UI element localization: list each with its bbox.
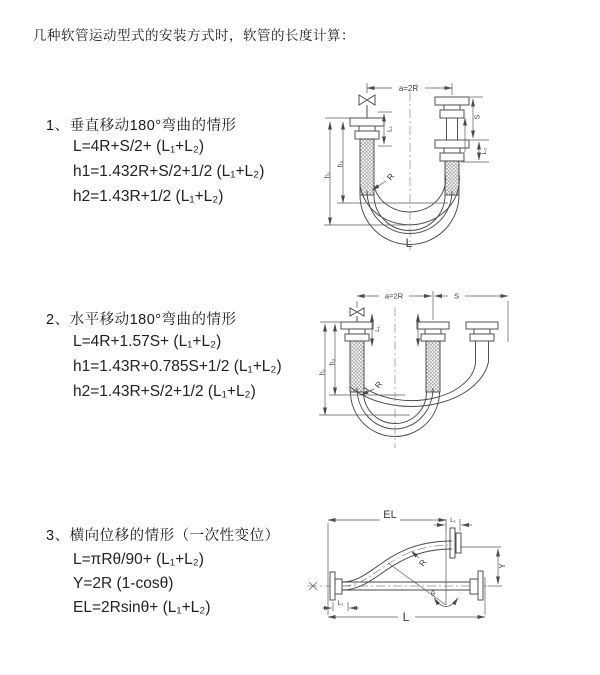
dim-label-r: R: [416, 557, 429, 569]
left-hose-fitting: [341, 322, 373, 392]
section-1-formula-L: L=4R+S/2+ (L₁+L₂): [73, 138, 205, 155]
dim-label-h1: h₁: [319, 368, 327, 376]
diagram-lateral-displacement: [300, 505, 600, 660]
section-2-formula-h1: h1=1.43R+0.785S+1/2 (L₁+L₂): [73, 358, 282, 375]
valve-icon: [359, 95, 375, 118]
dim-label-l1-bottom: L₁: [337, 600, 344, 607]
dim-label-l1: L₁: [374, 326, 381, 332]
section-2-formula-L: L=4R+1.57S+ (L₁+L₂): [73, 333, 222, 350]
dim-label-s: S: [474, 114, 482, 120]
dim-label-a2r: a=2R: [384, 291, 404, 301]
dimension-y: [460, 547, 507, 586]
dim-label-a2r: a=2R: [398, 84, 419, 93]
dim-label-s: S: [453, 291, 460, 301]
dim-label-l2: L₂: [481, 147, 488, 155]
section-1-formula-h1: h1=1.432R+S/2+1/2 (L₁+L₂): [73, 163, 265, 180]
right-hose-fitting-original: [435, 140, 469, 195]
flange-displaced: [450, 528, 461, 558]
radius-leader: [372, 171, 396, 190]
dimension-s-l2: [461, 97, 489, 162]
section-2-heading: 2、水平移动180°弯曲的情形: [46, 312, 237, 328]
dim-label-r: R: [372, 379, 385, 391]
section-1-heading: 1、垂直移动180°弯曲的情形: [46, 118, 237, 134]
diagram-vertical-180-bend: [300, 50, 600, 265]
page-title: 几种软管运动型式的安装方式时，软管的长度计算：: [33, 28, 355, 43]
section-1-formula-h2: h2=1.43R+1/2 (L₁+L₂): [73, 188, 224, 205]
dim-label-l1: L₁: [386, 126, 394, 132]
dim-label-h2: h₂: [337, 160, 345, 168]
dim-label-h1: h₁: [324, 171, 332, 179]
dim-label-theta: θ: [431, 591, 435, 598]
dim-label-y: Y: [498, 563, 507, 569]
dim-label-h2: h₂: [329, 358, 337, 366]
dim-label-r: R: [384, 171, 397, 183]
left-hose-fitting: [350, 118, 384, 195]
dimension-l1-bottom: [322, 600, 359, 611]
dimension-l1: [378, 112, 394, 146]
diagram-horizontal-180-bend: [305, 282, 600, 467]
section-3-formula-Y: Y=2R (1-cosθ): [73, 575, 174, 592]
dimension-el: [328, 509, 446, 521]
dimension-h1-h2: [324, 118, 448, 225]
section-3-heading: 3、横向位移的情形（一次性变位）: [46, 528, 280, 544]
valve-icon: [350, 308, 364, 322]
dim-label-el: EL: [383, 509, 397, 521]
section-3-formula-EL: EL=2Rsinθ+ (L₁+L₂): [73, 599, 211, 616]
section-2-formula-h2: h2=1.43R+S/2+1/2 (L₁+L₂): [73, 383, 256, 400]
right-hose-fitting-moved: [466, 322, 498, 362]
straight-hose-original: [330, 571, 483, 600]
section-3-formula-L: L=πRθ/90+ (L₁+L₂): [73, 551, 204, 568]
dim-label-l1-top: L₁: [450, 517, 456, 524]
dim-label-l: L: [405, 236, 413, 250]
s-curve-hose: [342, 541, 452, 590]
dimension-a2r: [367, 83, 452, 95]
hose-u-bend: [351, 362, 489, 437]
right-hose-fitting-raised: [435, 97, 469, 140]
middle-hose-fitting: [417, 322, 449, 392]
dim-label-l: L: [402, 610, 410, 624]
